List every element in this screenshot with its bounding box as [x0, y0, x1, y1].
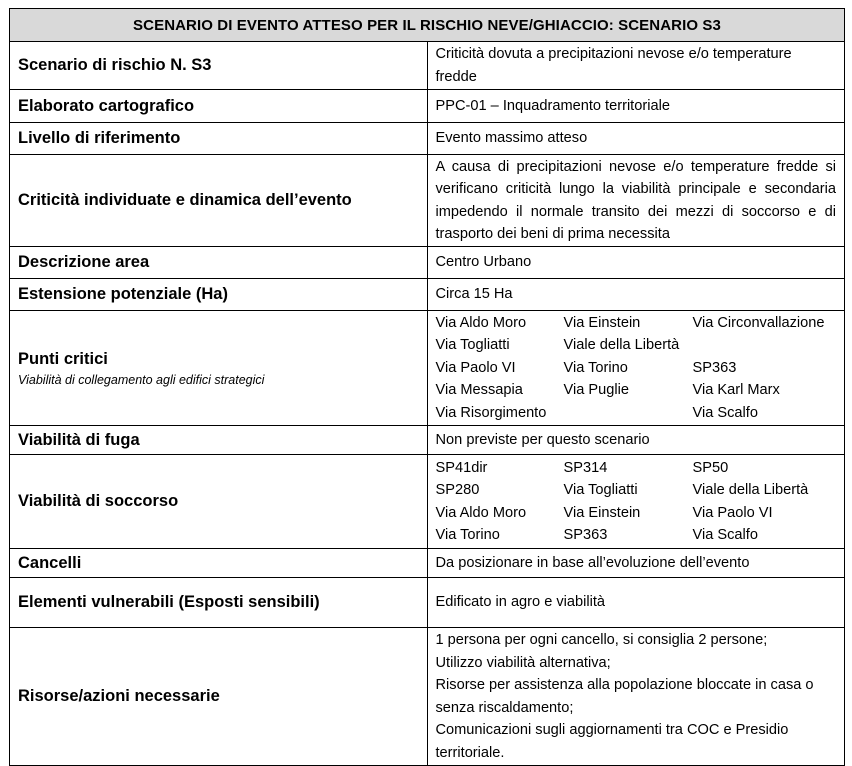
list-item: SP280 [435, 482, 480, 498]
value-elementi: Edificato in agro e viabilità [427, 578, 845, 628]
value-descrizione: Centro Urbano [427, 247, 845, 279]
row-cancelli [10, 549, 845, 578]
risorse-list [436, 629, 837, 764]
label-criticita: Criticità individuate e dinamica dell’evento [10, 155, 428, 247]
label-descrizione: Descrizione area [10, 247, 428, 279]
value-fuga: Non previste per questo scenario [427, 426, 845, 455]
value-risorse [427, 628, 845, 766]
value-criticita: A causa di precipitazioni nevose e/o temperature fredde si verificano criticità lungo la viabilità principale e secondaria impedendo il normale transito dei mezzi di soccorso e di trasporto dei beni di prima necessita [427, 155, 845, 247]
list-item: Via Einstein [563, 314, 641, 331]
row-fuga [10, 426, 845, 455]
list-item: Viale della Libertà [692, 482, 809, 498]
label-risorse: Risorse/azioni necessarie [10, 628, 428, 766]
label-elaborato: Elaborato cartografico [10, 90, 428, 123]
value-soccorso [427, 455, 845, 549]
value-cancelli: Da posizionare in base all’evoluzione dell’evento [427, 549, 845, 578]
row-estensione [10, 279, 845, 311]
list-item: Via Messapia [435, 382, 523, 399]
list-item: Via Puglie [563, 382, 629, 399]
row-criticita [10, 155, 845, 247]
row-scenario [10, 42, 845, 90]
list-item: Via Togliatti [563, 482, 638, 498]
list-item: SP363 [692, 359, 737, 376]
list-item [693, 334, 837, 357]
scenario-table [9, 8, 845, 766]
label-soccorso: Viabilità di soccorso [10, 455, 428, 549]
title-row [10, 9, 845, 42]
list-item: SP314 [563, 459, 608, 476]
value-scenario: Criticità dovuta a precipitazioni nevose e/o temperature fredde [427, 42, 845, 90]
list-item: Risorse per assistenza alla popolazione bloccate in casa o senza riscaldamento; [435, 677, 814, 716]
list-item: Via Scalfo [692, 527, 758, 543]
value-punti-critici [427, 311, 845, 426]
row-livello [10, 123, 845, 155]
list-item: SP50 [692, 459, 729, 476]
soccorso-list [436, 457, 837, 547]
row-soccorso [10, 455, 845, 549]
table-title: SCENARIO DI EVENTO ATTESO PER IL RISCHIO NEVE/GHIACCIO: SCENARIO S3 [10, 9, 845, 42]
punti-critici-list [436, 312, 837, 425]
list-item: Via Aldo Moro [435, 314, 527, 331]
list-item: Comunicazioni sugli aggiornamenti tra COC e Presidio territoriale. [435, 722, 789, 761]
list-item: Via Einstein [563, 504, 641, 521]
label-scenario: Scenario di rischio N. S3 [10, 42, 428, 90]
value-livello: Evento massimo atteso [427, 123, 845, 155]
label-punti-critici [10, 311, 428, 426]
row-elaborato [10, 90, 845, 123]
row-descrizione [10, 247, 845, 279]
value-elaborato: PPC-01 – Inquadramento territoriale [427, 90, 845, 123]
value-estensione: Circa 15 Ha [427, 279, 845, 311]
list-item: Via Togliatti [435, 337, 510, 354]
list-item: SP41dir [435, 459, 488, 476]
punti-critici-sublabel: Viabilità di collegamento agli edifici strategici [18, 372, 265, 387]
punti-critici-title: Punti critici [18, 349, 108, 368]
row-punti-critici [10, 311, 845, 426]
list-item: Via Scalfo [692, 404, 758, 421]
list-item: Viale della Libertà [563, 337, 680, 354]
list-item: Via Paolo VI [692, 504, 773, 521]
list-item: Via Paolo VI [435, 359, 516, 376]
label-estensione: Estensione potenziale (Ha) [10, 279, 428, 311]
list-item: Via Risorgimento [435, 404, 547, 421]
label-elementi: Elementi vulnerabili (Esposti sensibili) [10, 578, 428, 628]
row-elementi [10, 578, 845, 628]
label-cancelli: Cancelli [10, 549, 428, 578]
list-item: SP363 [563, 527, 608, 543]
list-item: Via Torino [435, 527, 500, 543]
row-risorse [10, 628, 845, 766]
list-item: Utilizzo viabilità alternativa; [435, 654, 611, 671]
list-item: Via Torino [563, 359, 628, 376]
list-item [564, 402, 693, 425]
list-item: Via Aldo Moro [435, 504, 527, 521]
list-item: 1 persona per ogni cancello, si consiglia 2 persone; [435, 632, 768, 648]
list-item: Via Circonvallazione [692, 314, 825, 331]
list-item: Via Karl Marx [692, 382, 780, 399]
label-livello: Livello di riferimento [10, 123, 428, 155]
label-fuga: Viabilità di fuga [10, 426, 428, 455]
